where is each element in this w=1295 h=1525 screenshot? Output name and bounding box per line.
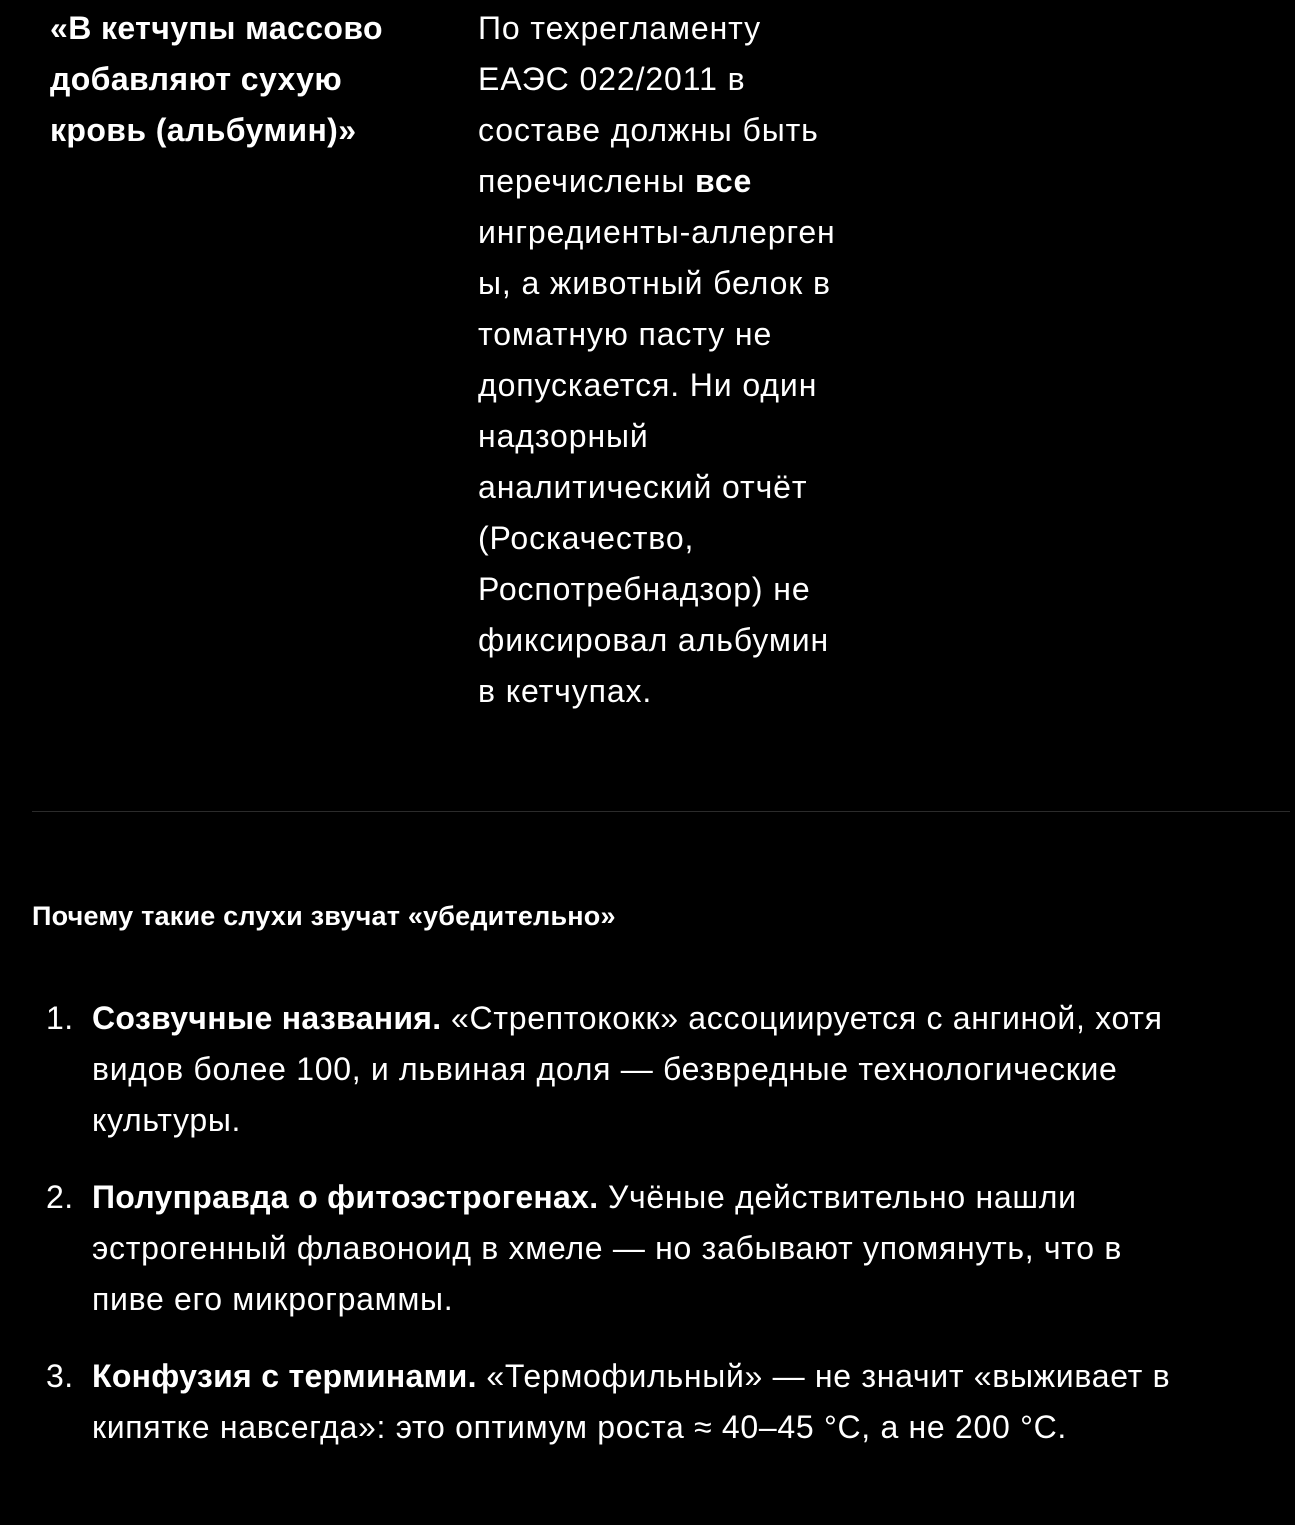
fact-text-plain: перечислены [478,163,696,199]
list-item-body [92,1351,1262,1453]
myth-text-line: кровь (альбумин)» [50,112,357,148]
list-item-line [92,993,1262,1044]
list-item-number: 1. [46,1000,74,1036]
list-item-body [92,993,1262,1146]
fact-emphasis: все [695,163,753,199]
list-item-number: 3. [46,1358,74,1394]
section-heading: Почему такие слухи звучат «убедительно» [32,901,616,931]
list-item-line: эстрогенный флавоноид в хмеле — но забывают упомянуть, что в [92,1230,1123,1266]
fact-text-line: (Роскачество, [478,520,695,556]
fact-text-line: томатную пасту не [478,316,773,352]
fact-text-line: допускается. Ни один [478,367,818,403]
list-item-line: культуры. [92,1102,242,1138]
list-item-text: Учёные действительно нашли [598,1179,1077,1215]
list-item-body [92,1172,1262,1325]
list-item-title: Полуправда о фитоэстрогенах. [92,1179,599,1215]
fact-text-line: ы, а животный белок в [478,265,831,301]
fact-text-line: надзорный [478,418,649,454]
fact-text-line: По техрегламенту [478,10,761,46]
list-item-line: кипятке навсегда»: это оптимум роста ≈ 40–45 °C, а не 200 °C. [92,1409,1067,1445]
myth-text-line: добавляют сухую [50,61,343,97]
fact-text-line: составе должны быть [478,112,819,148]
list-item-text: «Термофильный» — не значит «выживает в [476,1358,1171,1394]
fact-text-line: в кетчупах. [478,673,653,709]
fact-text-line [478,156,873,207]
fact-text-line: фиксировал альбумин [478,622,830,658]
fact-text-line: аналитический отчёт [478,469,808,505]
list-item-title: Созвучные названия. [92,1000,442,1036]
myth-text-line: «В кетчупы массово [50,10,383,46]
fact-text-line: Роспотребнадзор) не [478,571,811,607]
list-item-title: Конфузия с терминами. [92,1358,477,1394]
section-divider [32,811,1290,812]
list-item-line: пиве его микрограммы. [92,1281,454,1317]
list-item-number: 2. [46,1179,74,1215]
fact-text-line: ингредиенты-аллерген [478,214,836,250]
fact-cell [478,3,873,717]
myth-cell [50,3,430,156]
fact-text-line: ЕАЭС 022/2011 в [478,61,746,97]
list-item-text: «Стрептококк» ассоциируется с ангиной, хотя [441,1000,1163,1036]
list-item-line [92,1172,1262,1223]
list-item-line [92,1351,1262,1402]
list-item-line: видов более 100, и львиная доля — безвредные технологические [92,1051,1118,1087]
